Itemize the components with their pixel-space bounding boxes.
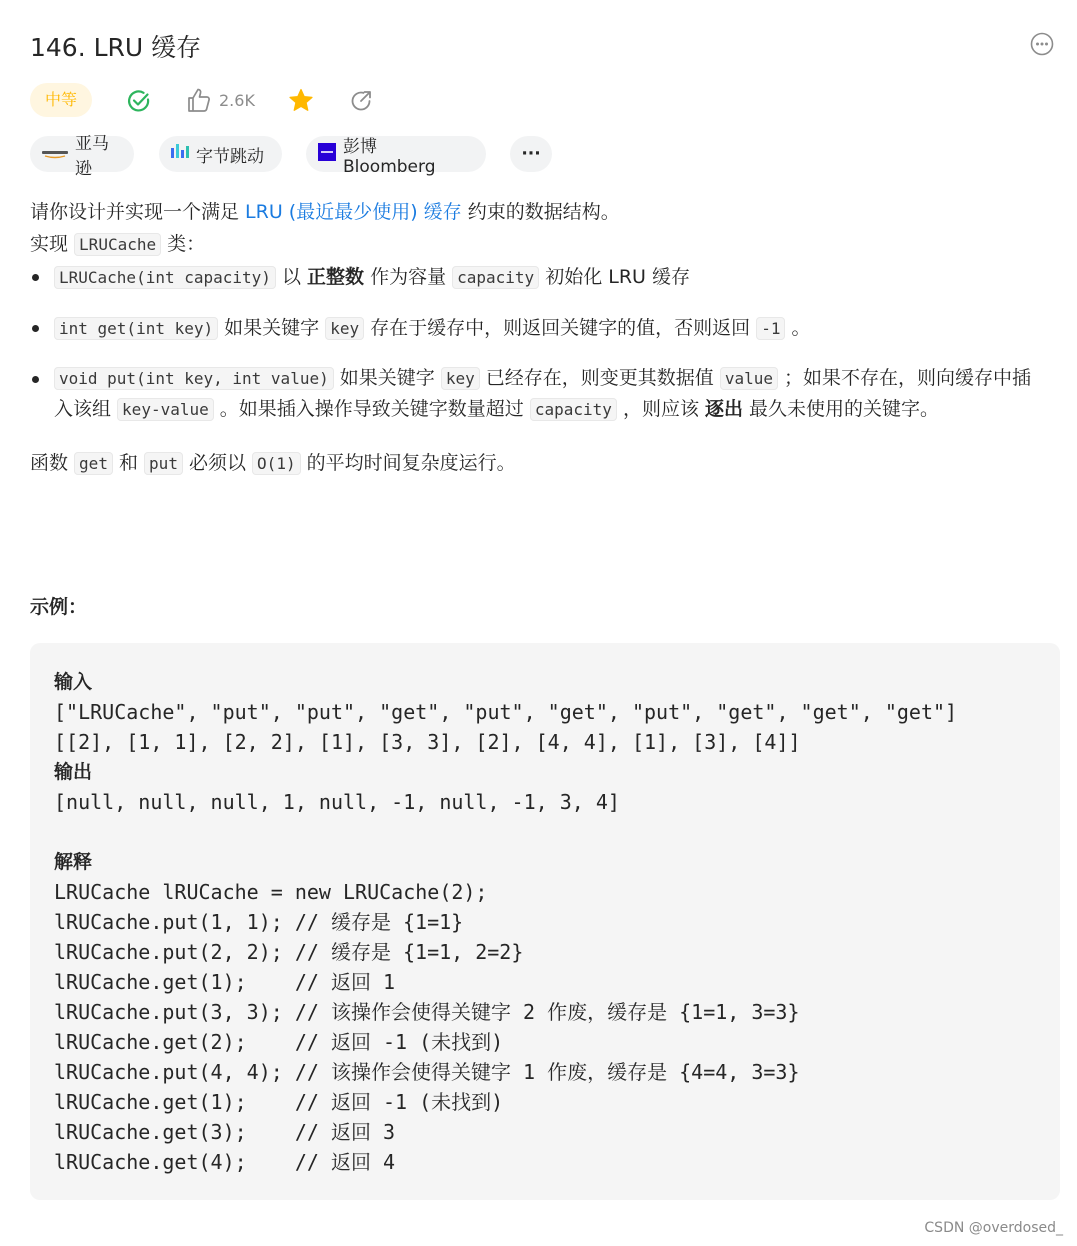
list-item <box>30 261 1040 294</box>
text: 作为容量 <box>364 266 453 288</box>
explain-line: lRUCache.get(1); // 返回 1 <box>54 970 396 994</box>
inline-code: put <box>144 452 183 475</box>
thumbs-up-icon <box>187 87 211 113</box>
tag-bytedance[interactable] <box>159 136 282 172</box>
explain-line: lRUCache.put(2, 2); // 缓存是 {1=1, 2=2} <box>54 940 524 964</box>
problem-meta-row <box>30 82 92 118</box>
watermark: CSDN @overdosed_ <box>924 1220 1063 1236</box>
text: ，则应该 <box>616 398 705 420</box>
text: 。 <box>785 317 811 339</box>
impl-paragraph <box>30 228 1040 261</box>
input-line: ["LRUCache", "put", "put", "get", "put", "get", "put", "get", "get", "get"] <box>54 700 958 724</box>
explain-line: LRUCache lRUCache = new LRUCache(2); <box>54 880 488 904</box>
bold-text: 逐出 <box>705 398 744 420</box>
input-label: 输入 <box>54 671 93 693</box>
method-list <box>30 261 1040 425</box>
inline-code: key <box>441 367 480 390</box>
bytedance-logo-icon <box>171 144 189 165</box>
more-tags-label: ··· <box>521 144 541 164</box>
list-item <box>30 312 1040 345</box>
text: ；如果不存在，则向缓存中插入该组 <box>54 367 1032 420</box>
explain-line: lRUCache.get(2); // 返回 -1 (未找到) <box>54 1030 504 1054</box>
inline-code: get <box>74 452 113 475</box>
share-icon[interactable] <box>349 89 373 113</box>
tag-label: 字节跳动 <box>196 146 264 167</box>
tag-amazon[interactable] <box>30 134 134 179</box>
explain-line: lRUCache.put(4, 4); // 该操作会使得关键字 1 作废，缓存是 {4=4, 3=3} <box>54 1060 800 1084</box>
text: 如果关键字 <box>333 367 441 389</box>
tag-bloomberg[interactable] <box>306 136 486 177</box>
text: 存在于缓存中，则返回关键字的值，否则返回 <box>364 317 757 339</box>
text: 。如果插入操作导致关键字数量超过 <box>213 398 530 420</box>
spacer <box>54 817 1036 847</box>
problem-title: 146. LRU 缓存 <box>30 33 202 62</box>
more-options-icon[interactable] <box>1030 32 1054 56</box>
likes-count: 2.6K <box>219 90 255 110</box>
inline-code: int get(int key) <box>54 317 218 340</box>
explain-line: lRUCache.get(3); // 返回 3 <box>54 1120 396 1144</box>
inline-code: LRUCache <box>74 233 161 256</box>
text: 已经存在，则变更其数据值 <box>479 367 720 389</box>
text: 以 <box>275 266 308 288</box>
bold-text: 正整数 <box>307 266 365 288</box>
text: 最久未使用的关键字。 <box>743 398 940 420</box>
more-tags-button[interactable] <box>510 136 552 172</box>
like-button[interactable] <box>187 86 255 114</box>
explain-line: lRUCache.get(1); // 返回 -1 (未找到) <box>54 1090 504 1114</box>
favorite-star-icon[interactable] <box>288 88 314 113</box>
list-item <box>30 363 1040 425</box>
explain-line: lRUCache.get(4); // 返回 4 <box>54 1150 396 1174</box>
inline-code: value <box>720 367 778 390</box>
explain-line: lRUCache.put(1, 1); // 缓存是 {1=1} <box>54 910 464 934</box>
text: 如果关键字 <box>218 317 326 339</box>
lru-cache-link[interactable]: LRU (最近最少使用) 缓存 <box>245 201 462 223</box>
tag-label: 亚马逊 <box>75 134 109 179</box>
text: 和 <box>112 452 145 474</box>
amazon-logo-icon <box>42 144 68 164</box>
example-block <box>30 643 1060 1200</box>
problem-description <box>30 196 1040 480</box>
solved-check-icon <box>126 88 152 114</box>
inline-code: capacity <box>452 266 539 289</box>
text: 函数 <box>30 452 75 474</box>
complexity-paragraph <box>30 447 1040 480</box>
inline-code: O(1) <box>252 452 301 475</box>
tag-label: 彭博 Bloomberg <box>343 136 436 177</box>
output-label: 输出 <box>54 761 93 783</box>
impl-text: 实现 <box>30 233 75 255</box>
difficulty-badge: 中等 <box>30 83 92 117</box>
output-line: [null, null, null, 1, null, -1, null, -1, 3, 4] <box>54 790 620 814</box>
explain-label: 解释 <box>54 851 93 873</box>
explain-line: lRUCache.put(3, 3); // 该操作会使得关键字 2 作废，缓存是 {1=1, 3=3} <box>54 1000 800 1024</box>
text: 初始化 LRU 缓存 <box>539 266 691 288</box>
inline-code: -1 <box>756 317 785 340</box>
input-line: [[2], [1, 1], [2, 2], [1], [3, 3], [2], [4, 4], [1], [3], [4]] <box>54 730 801 754</box>
inline-code: key <box>325 317 364 340</box>
example-heading: 示例： <box>30 596 88 618</box>
impl-text: 类： <box>161 233 206 255</box>
inline-code: key-value <box>117 398 214 421</box>
inline-code: LRUCache(int capacity) <box>54 266 276 289</box>
intro-paragraph <box>30 196 1040 228</box>
text: 的平均时间复杂度运行。 <box>300 452 516 474</box>
text: 必须以 <box>182 452 253 474</box>
intro-text: 请你设计并实现一个满足 <box>30 201 246 223</box>
inline-code: capacity <box>530 398 617 421</box>
bloomberg-logo-icon <box>318 143 336 166</box>
inline-code: void put(int key, int value) <box>54 367 334 390</box>
intro-text: 约束的数据结构。 <box>461 201 620 223</box>
